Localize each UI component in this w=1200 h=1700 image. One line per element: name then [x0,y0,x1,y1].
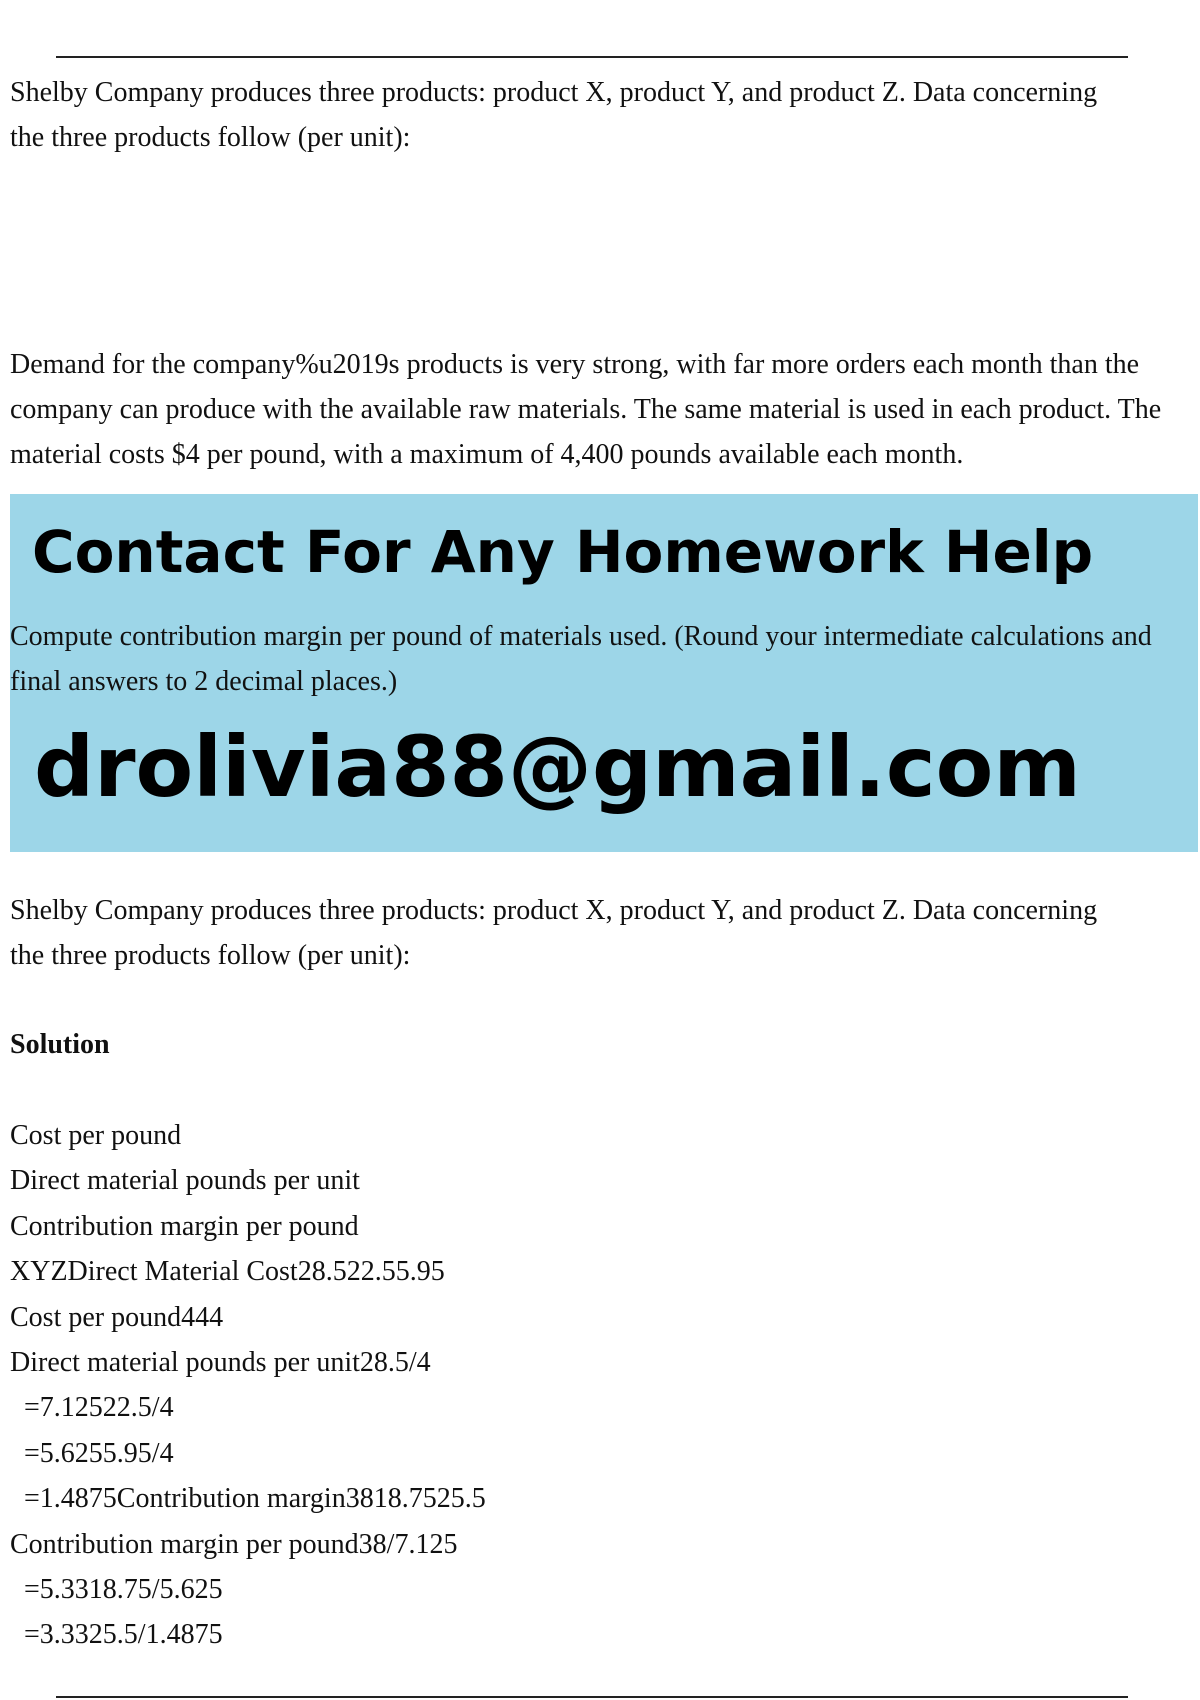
bottom-divider [56,1696,1128,1698]
contact-email: drolivia88@gmail.com [34,718,1081,816]
solution-line: =7.12522.5/4 [24,1392,174,1424]
solution-line: =5.3318.75/5.625 [24,1574,223,1606]
solution-line: Cost per pound [10,1120,182,1151]
contact-banner [10,494,1198,852]
solution-line: Cost per pound444 [10,1301,224,1333]
solution-heading: Solution [10,1029,110,1060]
solution-line: XYZDirect Material Cost28.522.55.95 [10,1256,445,1288]
solution-line: Contribution margin per pound [10,1210,359,1242]
solution-line: =5.6255.95/4 [24,1437,174,1469]
demand-paragraph: Demand for the company%u2019s products is very strong, with far more orders each month than the company can produce with the available raw materials. The same material is used in each product. The material costs $4 per pound, with a maximum of 4,400 pounds available each month. [10,349,1162,470]
solution-line: =3.3325.5/1.4875 [24,1619,223,1651]
solution-line: =1.4875Contribution margin3818.7525.5 [24,1483,486,1515]
top-divider [56,56,1128,58]
intro-paragraph: Shelby Company produces three products: product X, product Y, and product Z. Data concerning the three products follow (per unit): [10,77,1098,153]
solution-line: Direct material pounds per unit [10,1165,360,1197]
solution-lines [10,1113,486,1658]
intro-repeat-paragraph: Shelby Company produces three products: product X, product Y, and product Z. Data concerning the three products follow (per unit): [10,895,1098,971]
question-text: Compute contribution margin per pound of materials used. (Round your intermediate calculations and final answers to 2 decimal places.) [10,621,1152,697]
banner-heading: Contact For Any Homework Help [32,518,1094,586]
solution-line: Direct material pounds per unit28.5/4 [10,1347,431,1379]
solution-line: Contribution margin per pound38/7.125 [10,1528,458,1560]
